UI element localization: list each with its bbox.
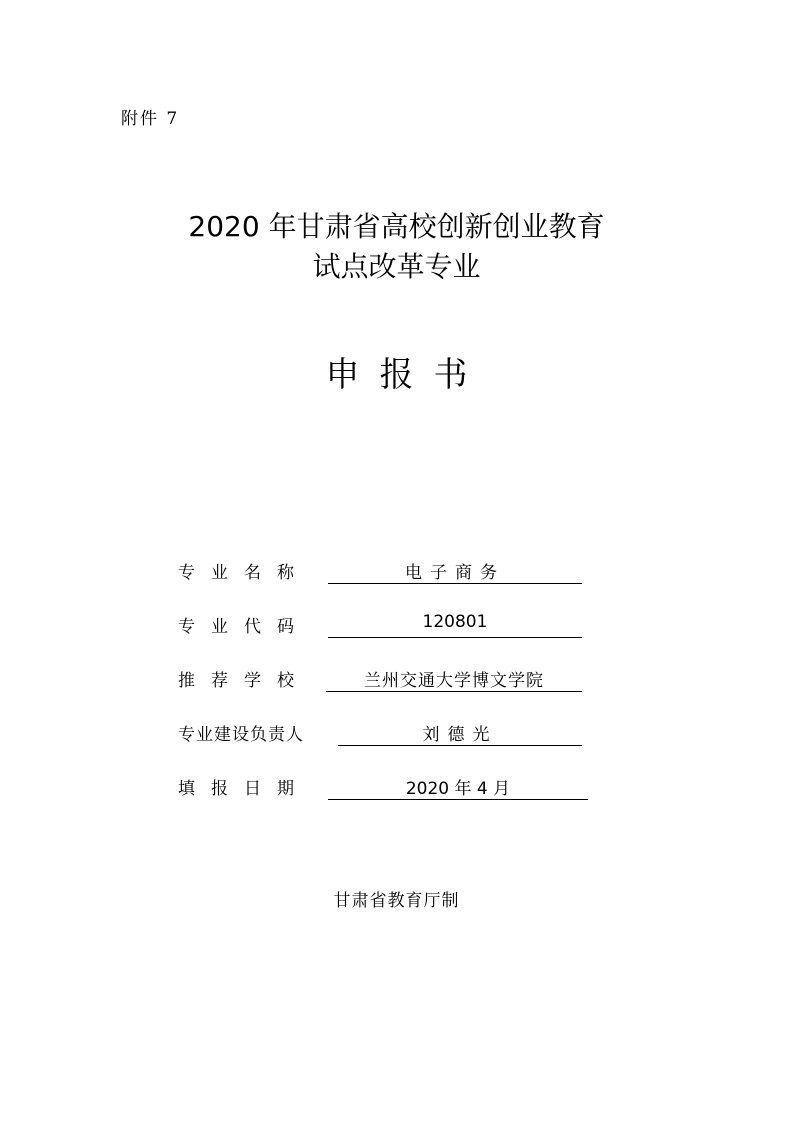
form-row-major-code [178, 612, 598, 666]
recommending-school-value: 兰州交通大学博文学院 [326, 666, 582, 692]
form-row-major-name [178, 558, 598, 612]
form-row-person-in-charge [178, 720, 598, 774]
fill-date-value: 2020 年 4 月 [328, 774, 588, 800]
document-title-line-2: 试点改革专业 [312, 250, 481, 283]
form-row-fill-date [178, 774, 598, 828]
major-code-label: 专业代码 [178, 617, 310, 637]
document-title-line-1: 2020 年甘肃省高校创新创业教育 [188, 210, 605, 243]
application-info-form [178, 558, 598, 828]
attachment-label: 附件 7 [121, 109, 180, 129]
fill-date-label: 填报日期 [178, 779, 310, 799]
major-code-value: 120801 [328, 612, 582, 638]
person-in-charge-value: 刘德光 [338, 720, 582, 746]
person-in-charge-label: 专业建设负责人 [178, 725, 304, 745]
form-row-recommending-school [178, 666, 598, 720]
major-name-label: 专业名称 [178, 563, 310, 583]
issuer-footer: 甘肃省教育厅制 [333, 891, 460, 911]
major-name-value: 电子商务 [328, 558, 582, 584]
document-name: 申报书 [325, 355, 488, 395]
recommending-school-label: 推荐学校 [178, 671, 310, 691]
